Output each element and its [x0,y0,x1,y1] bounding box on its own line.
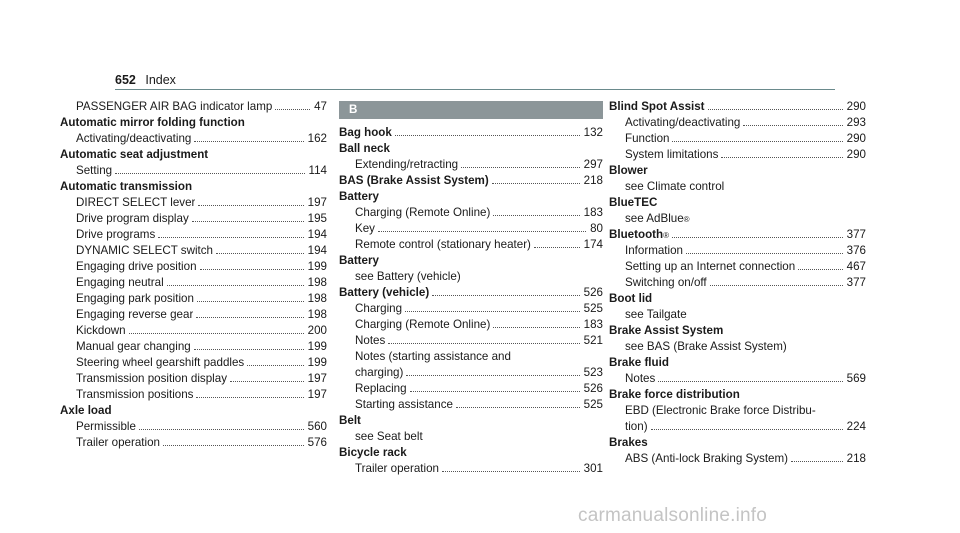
entry-text: Notes (starting assistance and [355,350,511,363]
entry-text: Drive program display [76,212,189,225]
entry-text: see Tailgate [625,308,687,321]
page-reference[interactable]: 198 [307,276,327,289]
dot-leader [442,471,580,472]
index-line [339,317,603,333]
page-header [115,73,176,87]
page-reference[interactable]: 200 [307,324,327,337]
page-reference[interactable]: 218 [583,174,603,187]
index-line [339,157,603,173]
entry-text: Trailer operation [355,462,439,475]
index-term [339,445,603,461]
index-line [339,381,603,397]
index-line [339,269,603,285]
index-term [339,253,603,269]
page-reference[interactable]: 194 [307,244,327,257]
index-line [609,451,866,467]
index-line [609,307,866,323]
index-line [609,291,866,307]
dot-leader [534,247,580,248]
dot-leader [200,269,304,270]
index-line [339,445,603,461]
index-term [609,387,866,403]
index-line [339,349,603,365]
index-line [609,355,866,371]
entry-text: Notes [355,334,386,347]
index-subentry [60,163,327,179]
entry-text: Transmission positions [76,388,194,401]
index-line [609,227,866,243]
index-term [609,355,866,371]
index-term [339,413,603,429]
entry-text: Kickdown [76,324,126,337]
page-reference[interactable]: 218 [846,452,866,465]
dot-leader [432,295,579,296]
entry-text: Brake force distribution [609,388,740,401]
index-line [60,131,327,147]
entry-text: Setting [76,164,113,177]
page-number: 652 [115,73,136,87]
index-line [60,163,327,179]
index-subentry [60,227,327,243]
index-subentry [339,157,603,173]
index-line [339,173,603,189]
entry-text: Brakes [609,436,648,449]
index-line [339,205,603,221]
index-term [339,285,603,301]
entry-text: Battery [339,190,379,203]
index-line [60,275,327,291]
entry-text: Charging [355,302,403,315]
index-line [609,259,866,275]
entry-text: Permissible [76,420,136,433]
index-subentry [60,371,327,387]
dot-leader [196,397,303,398]
index-subentry [339,461,603,477]
dot-leader [686,253,843,254]
index-subentry [609,339,866,355]
index-line [60,227,327,243]
page-reference[interactable]: 195 [307,212,327,225]
index-column-1 [60,99,327,451]
index-subentry [609,259,866,275]
entry-text: EBD (Electronic Brake force Distribu- [625,404,816,417]
entry-text: Automatic seat adjustment [60,148,209,161]
entry-text: Replacing [355,382,407,395]
page-reference[interactable]: 569 [846,372,866,385]
watermark: carmanualsonline.info [578,505,768,526]
page-reference[interactable]: 467 [846,260,866,273]
dot-leader [798,269,842,270]
page-reference[interactable]: 377 [846,276,866,289]
page-reference[interactable]: 560 [307,420,327,433]
page-reference[interactable]: 174 [583,238,603,251]
entry-text: tion) [625,420,648,433]
page-reference[interactable]: 525 [583,302,603,315]
index-line [60,115,327,131]
index-line [339,301,603,317]
index-subentry [609,147,866,163]
index-term [60,403,327,419]
index-term [339,189,603,205]
dot-leader [192,221,304,222]
dot-leader [115,173,304,174]
index-subentry [60,131,327,147]
dot-leader [791,461,843,462]
index-term [609,163,866,179]
index-subentry [60,435,327,451]
entry-text: Function [625,132,670,145]
index-line [60,371,327,387]
page-reference[interactable]: 525 [583,398,603,411]
dot-leader [672,237,843,238]
page-reference[interactable]: 521 [583,334,603,347]
index-subentry [339,333,603,349]
entry-text: Setting up an Internet connection [625,260,796,273]
entry-text: Extending/retracting [355,158,459,171]
index-term [339,125,603,141]
page-reference[interactable]: 114 [308,164,327,177]
index-subentry [60,243,327,259]
dot-leader [216,253,304,254]
section-letter-bar: B [339,101,603,119]
index-subentry [339,205,603,221]
dot-leader [395,135,580,136]
entry-text: Brake fluid [609,356,669,369]
index-line [609,275,866,291]
entry-text: Switching on/off [625,276,707,289]
index-line [339,125,603,141]
dot-leader [405,311,580,312]
page-reference[interactable]: 183 [583,206,603,219]
dot-leader [194,349,304,350]
index-subentry [60,355,327,371]
page-reference[interactable]: 576 [307,436,327,449]
dot-leader [129,333,304,334]
dot-leader [247,365,303,366]
entry-text: Ball neck [339,142,390,155]
entry-text: Starting assistance [355,398,453,411]
dot-leader [230,381,304,382]
dot-leader [197,301,304,302]
index-subentry [339,221,603,237]
index-term [60,115,327,131]
index-subentry [60,211,327,227]
dot-leader [139,429,304,430]
index-line [339,221,603,237]
index-line [60,355,327,371]
page-reference[interactable]: 526 [583,286,603,299]
entry-text: Battery (vehicle) [339,286,430,299]
dot-leader [493,215,579,216]
index-line [60,211,327,227]
dot-leader [194,141,303,142]
entry-text: Charging (Remote Online) [355,318,491,331]
entry-text: see Seat belt [355,430,423,443]
page-reference[interactable]: 290 [846,132,866,145]
index-line [609,99,866,115]
index-subentry [339,381,603,397]
entry-text: Axle load [60,404,112,417]
dot-leader [456,407,580,408]
entry-text: Bag hook [339,126,392,139]
index-subentry [60,195,327,211]
index-line [60,339,327,355]
index-subentry [609,243,866,259]
index-line [609,179,866,195]
page-reference[interactable]: 290 [846,100,866,113]
page-reference[interactable]: 198 [307,292,327,305]
index-line [339,141,603,157]
page-reference[interactable]: 293 [846,116,866,129]
index-line [339,397,603,413]
entry-text: Trailer operation [76,436,160,449]
index-line [609,163,866,179]
index-subentry [339,269,603,285]
entry-text: System limitations [625,148,719,161]
dot-leader [708,109,843,110]
index-subentry [60,339,327,355]
page-reference[interactable]: 199 [307,356,327,369]
index-line [609,323,866,339]
index-line [609,387,866,403]
entry-text: Engaging drive position [76,260,197,273]
index-term [609,99,866,115]
index-term [339,173,603,189]
index-line [339,429,603,445]
header-rule [115,89,835,90]
page-reference[interactable]: 377 [846,228,866,241]
page-reference[interactable]: 183 [583,318,603,331]
page-reference[interactable]: 162 [307,132,327,145]
dot-leader [743,125,842,126]
index-term [60,179,327,195]
dot-leader [388,343,579,344]
entry-text: Activating/deactivating [76,132,192,145]
entry-text: see Battery (vehicle) [355,270,461,283]
page-reference[interactable]: 297 [583,158,603,171]
entry-text: see Climate control [625,180,725,193]
index-line [609,435,866,451]
entry-text: Bluetooth [609,228,664,241]
index-line [609,147,866,163]
entry-text: Information [625,244,683,257]
entry-text: Battery [339,254,379,267]
page-reference[interactable]: 132 [583,126,603,139]
index-line [60,195,327,211]
dot-leader [461,167,580,168]
index-line [60,435,327,451]
superscript-mark: ® [683,215,690,224]
entry-text: Steering wheel gearshift paddles [76,356,245,369]
index-line [60,323,327,339]
index-line [339,237,603,253]
entry-text: DYNAMIC SELECT switch [76,244,214,257]
index-line [609,403,866,419]
dot-leader [658,381,842,382]
index-line [60,307,327,323]
index-subentry [60,307,327,323]
page-reference[interactable]: 197 [307,388,327,401]
dot-leader [672,141,842,142]
index-subentry [609,307,866,323]
dot-leader [721,157,842,158]
entry-text: BlueTEC [609,196,658,209]
entry-text: DIRECT SELECT lever [76,196,196,209]
index-subentry [339,397,603,413]
page-reference[interactable]: 199 [307,340,327,353]
entry-text: ABS (Anti-lock Braking System) [625,452,789,465]
dot-leader [275,109,310,110]
index-line [339,333,603,349]
index-line [60,291,327,307]
dot-leader [406,375,579,376]
index-line [60,259,327,275]
index-subentry [609,275,866,291]
index-subentry [339,317,603,333]
index-subentry [609,115,866,131]
index-subentry [339,349,603,381]
index-line [609,195,866,211]
index-line [609,131,866,147]
entry-text: PASSENGER AIR BAG indicator lamp [76,100,273,113]
entry-text: Blower [609,164,648,177]
page-reference[interactable]: 526 [583,382,603,395]
index-line [609,339,866,355]
entry-text: Boot lid [609,292,653,305]
dot-leader [198,205,303,206]
index-subentry [60,291,327,307]
index-line [60,147,327,163]
entry-text: see AdBlue [625,212,684,225]
entry-text: see BAS (Brake Assist System) [625,340,787,353]
index-column-2 [339,99,603,477]
entry-text: Engaging neutral [76,276,164,289]
entry-text: charging) [355,366,404,379]
dot-leader [492,183,580,184]
page-reference[interactable]: 301 [583,462,603,475]
index-line [339,413,603,429]
page-reference[interactable]: 523 [583,366,603,379]
dot-leader [158,237,303,238]
dot-leader [163,445,304,446]
entry-text: Charging (Remote Online) [355,206,491,219]
dot-leader [378,231,586,232]
index-subentry [339,429,603,445]
superscript-mark: ® [663,231,669,240]
index-term [339,141,603,157]
index-line [339,189,603,205]
dot-leader [410,391,580,392]
entry-text: Manual gear changing [76,340,191,353]
index-line [339,461,603,477]
index-subentry [609,371,866,387]
index-term [609,227,866,243]
index-line [609,371,866,387]
dot-leader [651,429,843,430]
index-subentry [609,403,866,435]
index-line [60,419,327,435]
index-line [609,419,866,435]
index-subentry [609,131,866,147]
index-line [339,253,603,269]
index-subentry [60,259,327,275]
index-subentry [339,301,603,317]
entry-text: Brake Assist System [609,324,724,337]
index-term [609,291,866,307]
page-reference[interactable]: 224 [846,420,866,433]
index-line [60,99,327,115]
page-reference[interactable]: 47 [314,100,327,113]
entry-text: Automatic transmission [60,180,193,193]
entry-text: Engaging park position [76,292,194,305]
entry-text: Blind Spot Assist [609,100,705,113]
page-reference[interactable]: 197 [307,372,327,385]
entry-text: Engaging reverse gear [76,308,194,321]
page-reference[interactable]: 80 [590,222,603,235]
entry-text: Notes [625,372,656,385]
page-reference[interactable]: 197 [307,196,327,209]
page-reference[interactable]: 376 [846,244,866,257]
index-term [60,147,327,163]
dot-leader [493,327,579,328]
entry-text: Remote control (stationary heater) [355,238,531,251]
index-term [609,323,866,339]
index-column-3 [609,99,866,467]
index-line [339,285,603,301]
index-line [609,243,866,259]
index-subentry [60,323,327,339]
page-title: Index [145,73,176,87]
index-line [60,179,327,195]
dot-leader [196,317,303,318]
index-term [609,195,866,211]
index-line [60,403,327,419]
index-subentry [60,419,327,435]
index-line [60,387,327,403]
entry-text: Key [355,222,375,235]
index-subentry [339,237,603,253]
entry-text: Bicycle rack [339,446,407,459]
entry-text: BAS (Brake Assist System) [339,174,489,187]
index-subentry [60,275,327,291]
entry-text: Activating/deactivating [625,116,741,129]
index-subentry [60,99,327,115]
entry-text: Belt [339,414,361,427]
index-subentry [609,451,866,467]
dot-leader [710,285,843,286]
dot-leader [167,285,304,286]
index-line [609,115,866,131]
index-subentry [609,211,866,227]
page-reference[interactable]: 199 [307,260,327,273]
entry-text: Transmission position display [76,372,227,385]
page-reference[interactable]: 198 [307,308,327,321]
index-subentry [609,179,866,195]
index-subentry [60,387,327,403]
index-term [609,435,866,451]
page-reference[interactable]: 194 [307,228,327,241]
entry-text: Drive programs [76,228,156,241]
page-reference[interactable]: 290 [846,148,866,161]
entry-text: Automatic mirror folding function [60,116,245,129]
index-line [609,211,866,227]
index-line [339,365,603,381]
index-line [60,243,327,259]
